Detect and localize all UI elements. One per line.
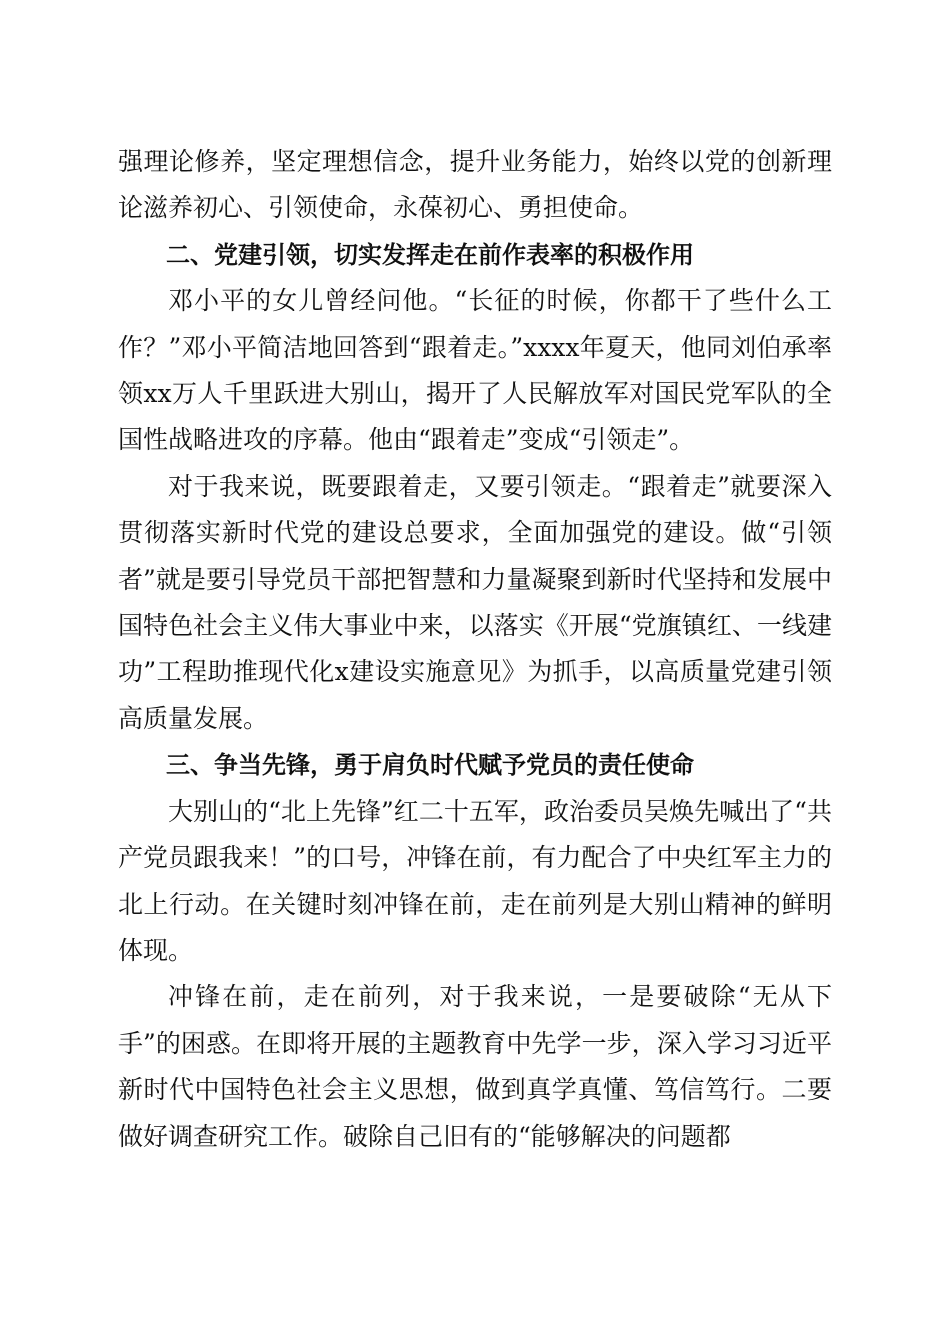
document-body bbox=[118, 139, 832, 1160]
paragraph-continuation: 强理论修养，坚定理想信念，提升业务能力，始终以党的创新理论滋养初心、引领使命，永葆初心、勇担使命。 bbox=[118, 147, 832, 223]
paragraph-follow-and-lead: 对于我来说，既要跟着走，又要引领走。“跟着走”就要深入贯彻落实新时代党的建设总要求，全面加强党的建设。做“引领者”就是要引导党员干部把智慧和力量凝聚到新时代坚持和发展中国特色社会主义伟大事业中来，以落实《开展“党旗镇红、一线建功”工程助推现代化x建设实施意见》为抓手，以高质量党建引领高质量发展。 bbox=[118, 471, 832, 733]
section-heading-2: 二、党建引领，切实发挥走在前作表率的积极作用 bbox=[166, 240, 694, 269]
section-heading-3: 三、争当先锋，勇于肩负时代赋予党员的责任使命 bbox=[166, 751, 694, 780]
paragraph-red-25th-army: 大别山的“北上先锋”红二十五军，政治委员吴焕先喊出了“共产党员跟我来！”的口号，冲锋在前，有力配合了中央红军主力的北上行动。在关键时刻冲锋在前，走在前列是大别山精神的鲜明体现。 bbox=[118, 796, 832, 965]
paragraph-charge-ahead: 冲锋在前，走在前列，对于我来说，一是要破除“无从下手”的困惑。在即将开展的主题教育中先学一步，深入学习习近平新时代中国特色社会主义思想，做到真学真懂、笃信笃行。二要做好调查研究工作。破除自己旧有的“能够解决的问题都 bbox=[118, 982, 832, 1151]
paragraph-deng-xiaoping: 邓小平的女儿曾经问他。“长征的时候，你都干了些什么工作？”邓小平简洁地回答到“跟着走。”xxxx年夏天，他同刘伯承率领xx万人千里跃进大别山，揭开了人民解放军对国民党军队的全国性战略进攻的序幕。他由“跟着走”变成“引领走”。 bbox=[118, 286, 832, 455]
